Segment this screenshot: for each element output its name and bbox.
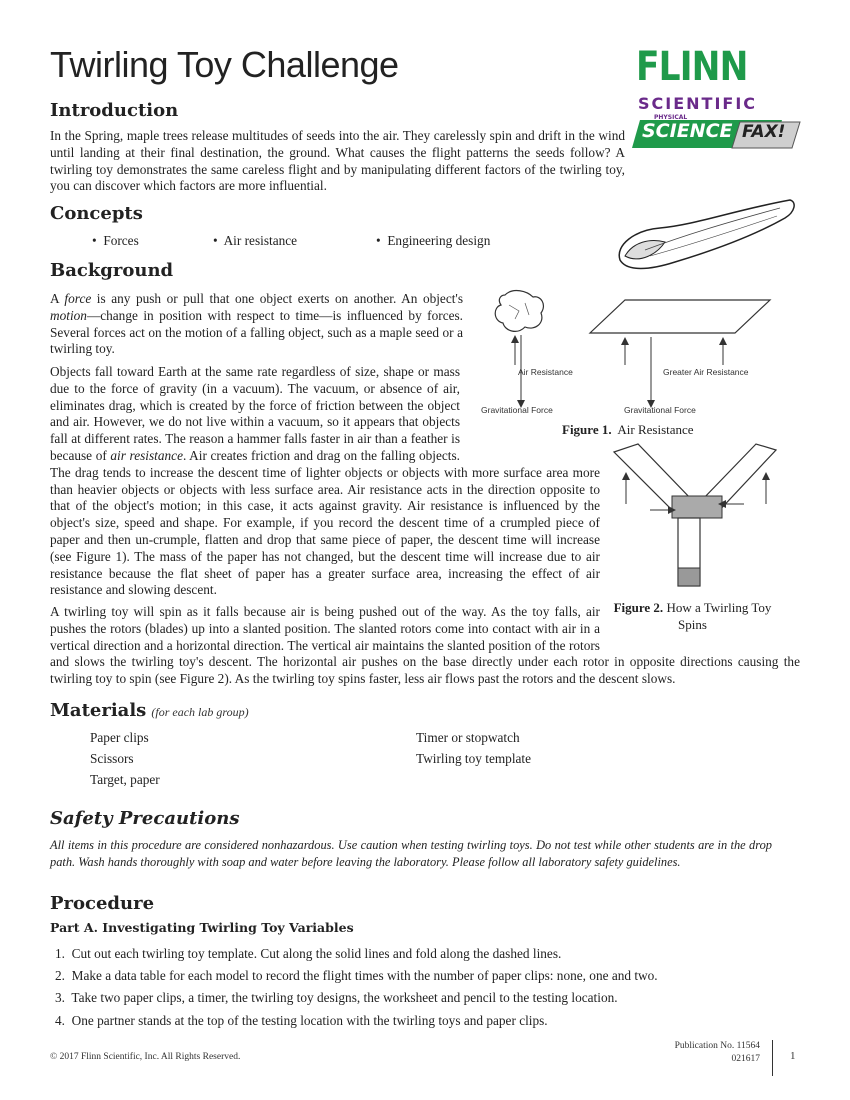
term-air-resistance: air resistance: [110, 447, 183, 463]
step-number: 1.: [55, 946, 65, 961]
footer-publication: Publication No. 11564: [674, 1041, 760, 1051]
term-motion: motion: [50, 307, 87, 323]
footer-copyright: © 2017 Flinn Scientific, Inc. All Rights Reserved.: [50, 1052, 241, 1062]
material-item: Paper clips: [90, 730, 149, 745]
page-title: Twirling Toy Challenge: [50, 44, 399, 85]
concept-label: Forces: [103, 233, 139, 248]
material-item: Twirling toy template: [416, 751, 532, 766]
step-text: One partner stands at the top of the testing location with the twirling toys and paper clips.: [71, 1013, 548, 1028]
concepts-heading: Concepts: [50, 203, 143, 224]
figure-1-diagram: [475, 285, 795, 420]
materials-heading-row: [50, 700, 249, 721]
background-heading: Background: [50, 260, 174, 281]
concept-label: Air resistance: [223, 233, 298, 248]
text-run: A: [50, 291, 65, 306]
caption-text: Air Resistance: [617, 422, 694, 437]
figure-1-gravitational-force-label: Gravitational Force: [481, 405, 553, 415]
figure-1-greater-air-resistance-label: Greater Air Resistance: [663, 367, 749, 377]
concept-item: • Engineering design: [376, 233, 491, 248]
procedure-step: [55, 946, 561, 962]
procedure-step: [55, 968, 658, 984]
footer-divider: [772, 1040, 773, 1076]
safety-text: All items in this procedure are considered nonhazardous. Use caution when testing twirling toys. Do not test while other students are in the drop path. Wash hands thoroughly with soap and water before leaving the laboratory. Please follow all laboratory safety guidelines.: [50, 838, 772, 869]
step-number: 4.: [55, 1013, 65, 1028]
step-number: 3.: [55, 990, 65, 1005]
maple-seed-illustration: [605, 190, 805, 280]
logo-physical-text: PHYSICAL: [654, 114, 688, 121]
safety-heading: Safety Precautions: [50, 808, 240, 829]
material-item: Target, paper: [90, 772, 160, 787]
part-a-heading: Part A. Investigating Twirling Toy Variables: [50, 920, 354, 935]
caption-label: Figure 2.: [613, 600, 664, 615]
concept-item: • Air resistance: [213, 233, 298, 248]
step-text: Cut out each twirling toy template. Cut along the solid lines and fold along the dashed lines.: [71, 946, 562, 961]
text-run: . Air creates friction and drag on the falling objects. The drag tends to increase the descent time of lighter objects or objects with more surface area more than heavier objects or objects with less surface area. Air resistance acts in the direction opposite to that of the object's motion; in this case, it acts against gravity. Air resistance is influenced by the object's size, speed and shape. For example, if you record the descent time of a crumpled piece of paper and then un-crumple, flatten and drop that same piece of paper, the descent time will increase (see Figure 1). The mass of the paper has not changed, but the descent time will increase due to air resistance because the flat sheet of paper has a greater surface area, increasing the effect of air resistance and slowing descent.: [50, 447, 600, 598]
concept-label: Engineering design: [387, 233, 491, 248]
caption-label: Figure 1.: [562, 422, 612, 437]
procedure-step: [55, 1013, 548, 1029]
figure-1-caption: [562, 422, 694, 438]
logo-flinn-text: FLINN: [636, 44, 748, 90]
flinn-logo: [632, 44, 802, 154]
term-force: force: [64, 291, 92, 306]
text-run: Objects fall toward Earth at the same rate regardless of size, shape or mass due to the force of gravity (in a vacuum). The vacuum, or absence of air, eliminates drag, which is created by the force of friction between the object and air. However, we do not live within a vacuum, so it appears that objects fall at different rates. The reason a hammer falls faster in air than a feather is because of: [50, 364, 460, 463]
logo-fax-text: FAX!: [742, 122, 786, 142]
procedure-heading: Procedure: [50, 893, 155, 914]
text-run: —change in position with respect to time—is influenced by forces. Several forces act on the motion of a falling object, such as a maple seed or a twirling toy.: [50, 307, 463, 357]
logo-science-text: SCIENCE: [642, 120, 733, 142]
materials-heading: Materials: [50, 700, 147, 721]
text-run: is any push or pull that one object exerts on another. An object's: [91, 291, 463, 306]
materials-note: (for each lab group): [151, 705, 249, 719]
step-text: Make a data table for each model to record the flight times with the number of paper clips: none, one and two.: [71, 968, 658, 983]
background-paragraph-1: [50, 291, 463, 358]
figure-2-caption: [605, 599, 780, 633]
introduction-heading: Introduction: [50, 100, 179, 121]
material-item: Timer or stopwatch: [416, 730, 520, 745]
step-text: Take two paper clips, a timer, the twirling toy designs, the worksheet and pencil to the testing location.: [71, 990, 618, 1005]
figure-1-gravitational-force-label-2: Gravitational Force: [624, 405, 696, 415]
caption-text: How a Twirling Toy Spins: [666, 600, 772, 632]
text-run: A twirling toy will spin as it falls because air is being pushed out of the way. As the toy falls, air pushes the rotors (blades) up into a slanted position. The slanted rotors come into contact with air in a vertical direction and a horizontal direction. The vertical air maintains the slanted position of the rotors and slows the twirling toy's descent. The horizontal air pushes on the base directly under each rotor in opposite directions causing the twirling toy to spin (see Figure 2). As the twirling toy spins faster, less air flows past the rotors and the descent slows.: [50, 604, 800, 687]
footer-code: 021617: [731, 1054, 760, 1064]
figure-1-air-resistance-label: Air Resistance: [518, 367, 573, 377]
logo-scientific-text: SCIENTIFIC: [638, 94, 758, 113]
material-item: Scissors: [90, 751, 134, 766]
figure-2-diagram: [610, 442, 780, 592]
procedure-step: [55, 990, 618, 1006]
introduction-text: In the Spring, maple trees release multitudes of seeds into the air. They carelessly spin and drift in the wind until landing at their final destination, the ground. What causes the flight patterns the seeds follow? A twirling toy demonstrates the same careless flight and by manipulating different factors of the twirling toy, you can discover which factors are more influential.: [50, 128, 625, 194]
concept-item: • Forces: [92, 233, 139, 248]
step-number: 2.: [55, 968, 65, 983]
page-number: 1: [790, 1050, 796, 1062]
